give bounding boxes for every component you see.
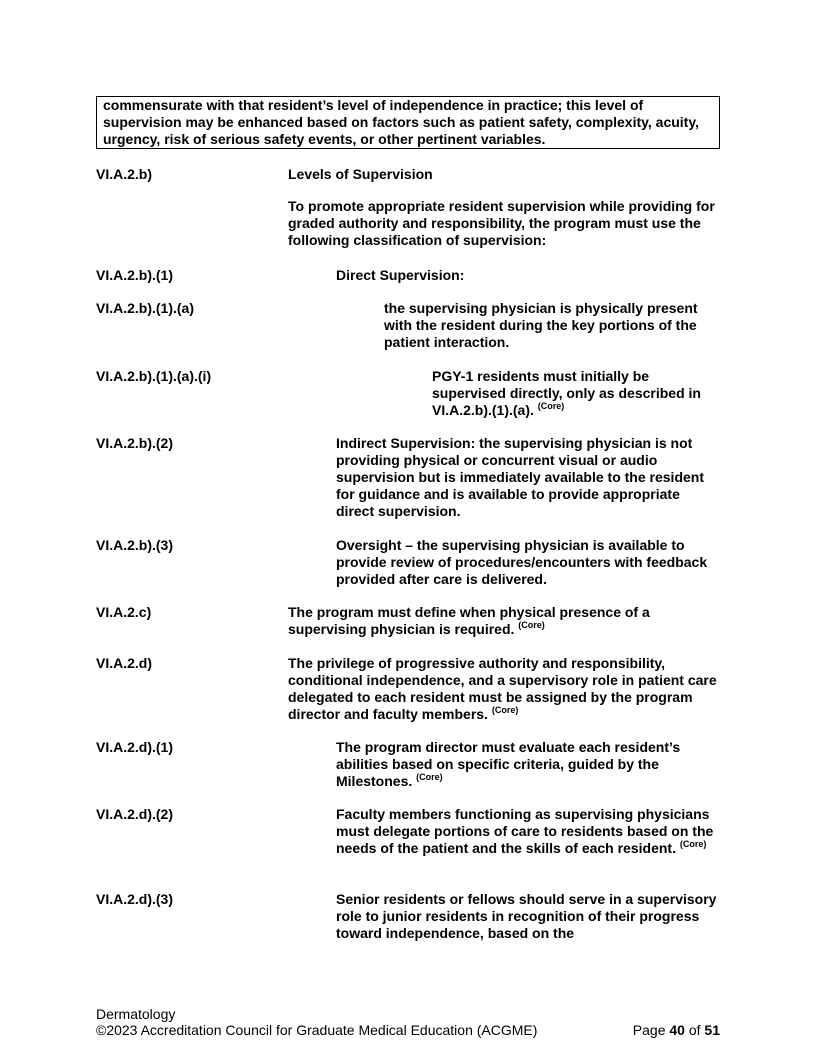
section-text: To promote appropriate resident supervision while providing for graded authority and responsibility, the program must use the following classification of supervision: <box>288 198 715 248</box>
section-text: Oversight – the supervising physician is available to provide review of procedures/encounters with feedback provided after care is delivered. <box>336 537 708 587</box>
footer-specialty <box>96 1006 720 1023</box>
section-text: Senior residents or fellows should serve in a supervisory role to junior residents in recognition of their progress toward independence, based on the <box>336 891 717 941</box>
requirement-text: Faculty members functioning as supervising physicians must delegate portions of care to residents based on the needs of the patient and the skills of each resident. <box>336 806 714 856</box>
core-tag: (Core) <box>518 620 545 630</box>
core-tag: (Core) <box>491 705 519 715</box>
of-label: of <box>688 1022 701 1038</box>
section-text <box>432 368 720 419</box>
page-label: Page <box>632 1022 666 1038</box>
boxed-requirement-text: commensurate with that resident’s level of independence in practice; this level of supervision may be enhanced based on factors such as patient safety, complexity, acuity, urgency, risk of serious safety events, or other pertinent variables. <box>96 96 720 149</box>
footer-copyright-row <box>96 1022 720 1039</box>
section-number: VI.A.2.b).(2) <box>96 435 174 451</box>
copyright-text: ©2023 Accreditation Council for Graduate Medical Education (ACGME) <box>96 1022 538 1038</box>
page-total: 51 <box>704 1022 720 1038</box>
section-text <box>336 806 720 857</box>
section-text: Indirect Supervision: the supervising physician is not providing physical or concurrent visual or audio supervision but is immediately available to the resident for guidance and is available to provide appropriate direct supervision. <box>336 435 704 519</box>
requirement-text: The program director must evaluate each resident’s abilities based on specific criteria, guided by the Milestones. <box>336 739 681 789</box>
core-tag: (Core) <box>416 772 443 782</box>
section-number: VI.A.2.b).(1) <box>96 267 174 283</box>
section-heading: Levels of Supervision <box>288 166 433 182</box>
requirement-text: PGY-1 residents must initially be supervised directly, only as described in VI.A.2.b).(1).(a). <box>432 368 701 418</box>
section-number: VI.A.2.d).(2) <box>96 806 174 822</box>
core-tag: (Core) <box>537 401 565 411</box>
section-number: VI.A.2.c) <box>96 604 152 620</box>
core-tag: (Core) <box>679 839 707 849</box>
section-number: VI.A.2.b) <box>96 166 153 182</box>
section-text <box>288 604 720 638</box>
section-text: the supervising physician is physically present with the resident during the key portions of the patient interaction. <box>384 300 698 350</box>
specialty-name: Dermatology <box>96 1006 176 1022</box>
section-text: Direct Supervision: <box>336 267 465 283</box>
section-number: VI.A.2.b).(1).(a) <box>96 300 195 316</box>
section-number: VI.A.2.b).(1).(a).(i) <box>96 368 212 384</box>
requirement-text: The program must define when physical presence of a supervising physician is required. <box>288 604 650 637</box>
section-number: VI.A.2.d).(3) <box>96 891 174 907</box>
section-text <box>336 739 720 790</box>
page-indicator <box>633 1022 720 1039</box>
requirement-text: The privilege of progressive authority and responsibility, conditional independence, and a supervisory role in patient care delegated to each resident must be assigned by the program director and faculty members. <box>288 655 717 722</box>
section-number: VI.A.2.b).(3) <box>96 537 174 553</box>
section-text <box>288 655 720 723</box>
section-number: VI.A.2.d).(1) <box>96 739 174 755</box>
section-number: VI.A.2.d) <box>96 655 153 671</box>
page-number: 40 <box>669 1022 685 1038</box>
